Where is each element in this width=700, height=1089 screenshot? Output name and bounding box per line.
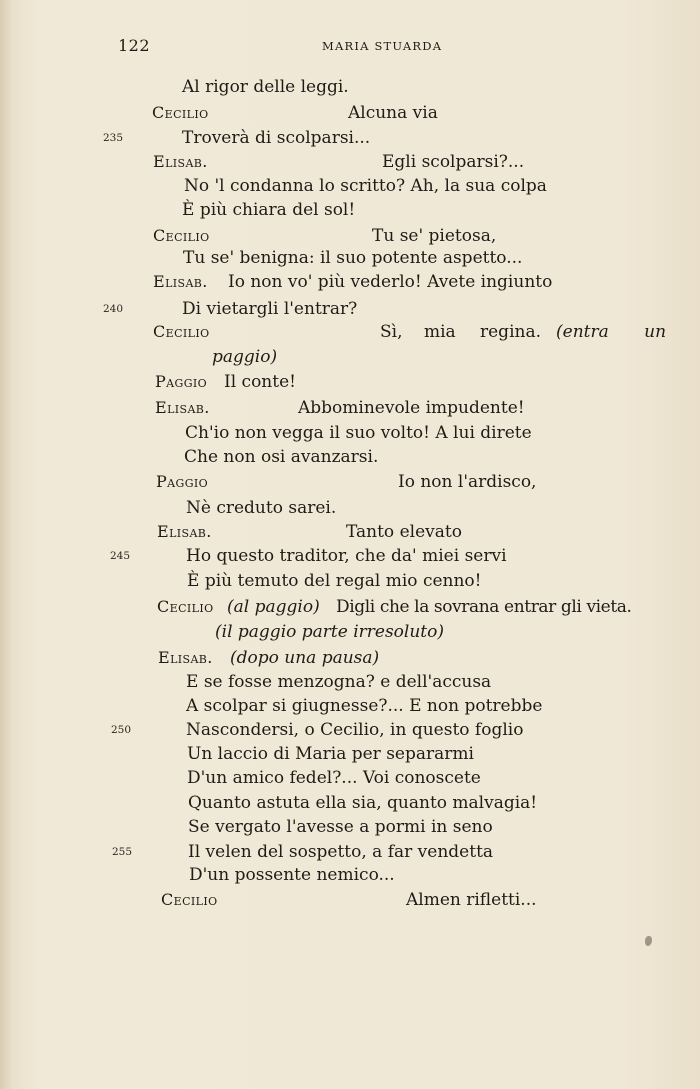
verse-text: Egli scolparsi?... xyxy=(382,152,525,172)
verse-line xyxy=(0,620,700,644)
verse-text: D'un amico fedel?... Voi conoscete xyxy=(187,768,481,788)
speaker-name: Paggio xyxy=(155,372,208,391)
verse-line xyxy=(0,445,700,469)
verse-text: Abbominevole impudente! xyxy=(298,398,525,418)
verse-text: E se fosse menzogna? e dell'accusa xyxy=(186,672,492,692)
verse-line xyxy=(0,670,700,694)
line-number: 240 xyxy=(103,303,124,315)
verse-text: Quanto astuta ella sia, quanto malvagia! xyxy=(188,793,538,813)
line-number: 255 xyxy=(112,846,133,858)
verse-text: Al rigor delle leggi. xyxy=(182,77,349,97)
stage-direction: (entra un xyxy=(556,322,667,342)
verse-line xyxy=(0,174,700,198)
verse-line xyxy=(0,370,700,394)
verse-line xyxy=(0,496,700,520)
verse-text: Troverà di scolparsi... xyxy=(182,128,371,148)
verse-line xyxy=(0,126,700,150)
page-number: 122 xyxy=(118,36,151,55)
verse-line xyxy=(0,595,700,619)
speaker-name: Cecilio xyxy=(161,890,218,909)
verse-text: Tanto elevato xyxy=(346,522,462,542)
verse-text: Alcuna via xyxy=(348,103,438,123)
verse-line xyxy=(0,791,700,815)
verse-text: Il conte! xyxy=(224,372,296,392)
verse-line xyxy=(0,421,700,445)
stage-direction: (al paggio) xyxy=(227,597,320,617)
verse-line xyxy=(0,470,700,494)
verse-line xyxy=(0,320,700,344)
speaker-name: Cecilio xyxy=(153,226,210,245)
stage-direction: (dopo una pausa) xyxy=(230,648,380,668)
verse-line xyxy=(0,815,700,839)
verse-line xyxy=(0,101,700,125)
verse-line xyxy=(0,694,700,718)
verse-line xyxy=(0,888,700,912)
verse-text: D'un possente nemico... xyxy=(189,865,395,885)
verse-text: È più chiara del sol! xyxy=(182,200,356,220)
verse-text: Tu se' pietosa, xyxy=(372,226,497,246)
verse-text: Di vietargli l'entrar? xyxy=(182,299,358,319)
verse-text: Il velen del sospetto, a far vendetta xyxy=(188,842,494,862)
verse-line xyxy=(0,224,700,248)
verse-line xyxy=(0,718,700,742)
verse-text: A scolpar si giugnesse?... E non potrebbe xyxy=(186,696,543,716)
speaker-name: Elisab. xyxy=(158,648,213,667)
page-header xyxy=(0,36,700,60)
verse-line xyxy=(0,270,700,294)
verse-line xyxy=(0,297,700,321)
verse-line xyxy=(0,840,700,864)
speaker-name: Elisab. xyxy=(157,522,212,541)
verse-text: Che non osi avanzarsi. xyxy=(184,447,379,467)
verse-text: Io non vo' più vederlo! Avete ingiunto xyxy=(228,272,553,292)
verse-line xyxy=(0,75,700,99)
line-number: 245 xyxy=(110,550,131,562)
verse-line xyxy=(0,396,700,420)
verse-line xyxy=(0,345,700,369)
verse-line xyxy=(0,198,700,222)
speaker-name: Cecilio xyxy=(152,103,209,122)
verse-text: Ch'io non vegga il suo volto! A lui direte xyxy=(185,423,532,443)
verse-text: Ho questo traditor, che da' miei servi xyxy=(186,546,507,566)
stage-direction: paggio) xyxy=(212,347,278,367)
verse-line xyxy=(0,766,700,790)
speaker-name: Elisab. xyxy=(153,272,208,291)
verse-text: mia xyxy=(424,322,456,342)
verse-text: Nascondersi, o Cecilio, in questo foglio xyxy=(186,720,524,740)
verse-text: Se vergato l'avesse a pormi in seno xyxy=(188,817,493,837)
speaker-name: Cecilio xyxy=(157,597,214,616)
line-number: 235 xyxy=(103,132,124,144)
speaker-name: Elisab. xyxy=(153,152,208,171)
ink-smudge xyxy=(645,936,652,946)
speaker-name: Cecilio xyxy=(153,322,210,341)
verse-line xyxy=(0,150,700,174)
line-number: 250 xyxy=(111,724,132,736)
verse-text: Tu se' benigna: il suo potente aspetto... xyxy=(183,248,523,268)
verse-line xyxy=(0,742,700,766)
stage-direction: (il paggio parte irresoluto) xyxy=(215,622,445,642)
verse-text: No 'l condanna lo scritto? Ah, la sua colpa xyxy=(184,176,547,196)
verse-line xyxy=(0,863,700,887)
verse-text: Nè creduto sarei. xyxy=(186,498,337,518)
verse-text: regina. xyxy=(480,322,541,342)
verse-line xyxy=(0,544,700,568)
verse-text: È più temuto del regal mio cenno! xyxy=(187,571,482,591)
verse-text: Sì, xyxy=(380,322,403,342)
verse-line xyxy=(0,646,700,670)
verse-text: Digli che la sovrana entrar gli vieta. xyxy=(336,597,632,617)
speaker-name: Paggio xyxy=(156,472,209,491)
verse-text: Un laccio di Maria per separarmi xyxy=(187,744,474,764)
speaker-name: Elisab. xyxy=(155,398,210,417)
verse-line xyxy=(0,569,700,593)
verse-text: Almen rifletti... xyxy=(406,890,537,910)
verse-text: Io non l'ardisco, xyxy=(398,472,537,492)
verse-line xyxy=(0,246,700,270)
running-title: MARIA STUARDA xyxy=(322,39,443,53)
verse-line xyxy=(0,520,700,544)
